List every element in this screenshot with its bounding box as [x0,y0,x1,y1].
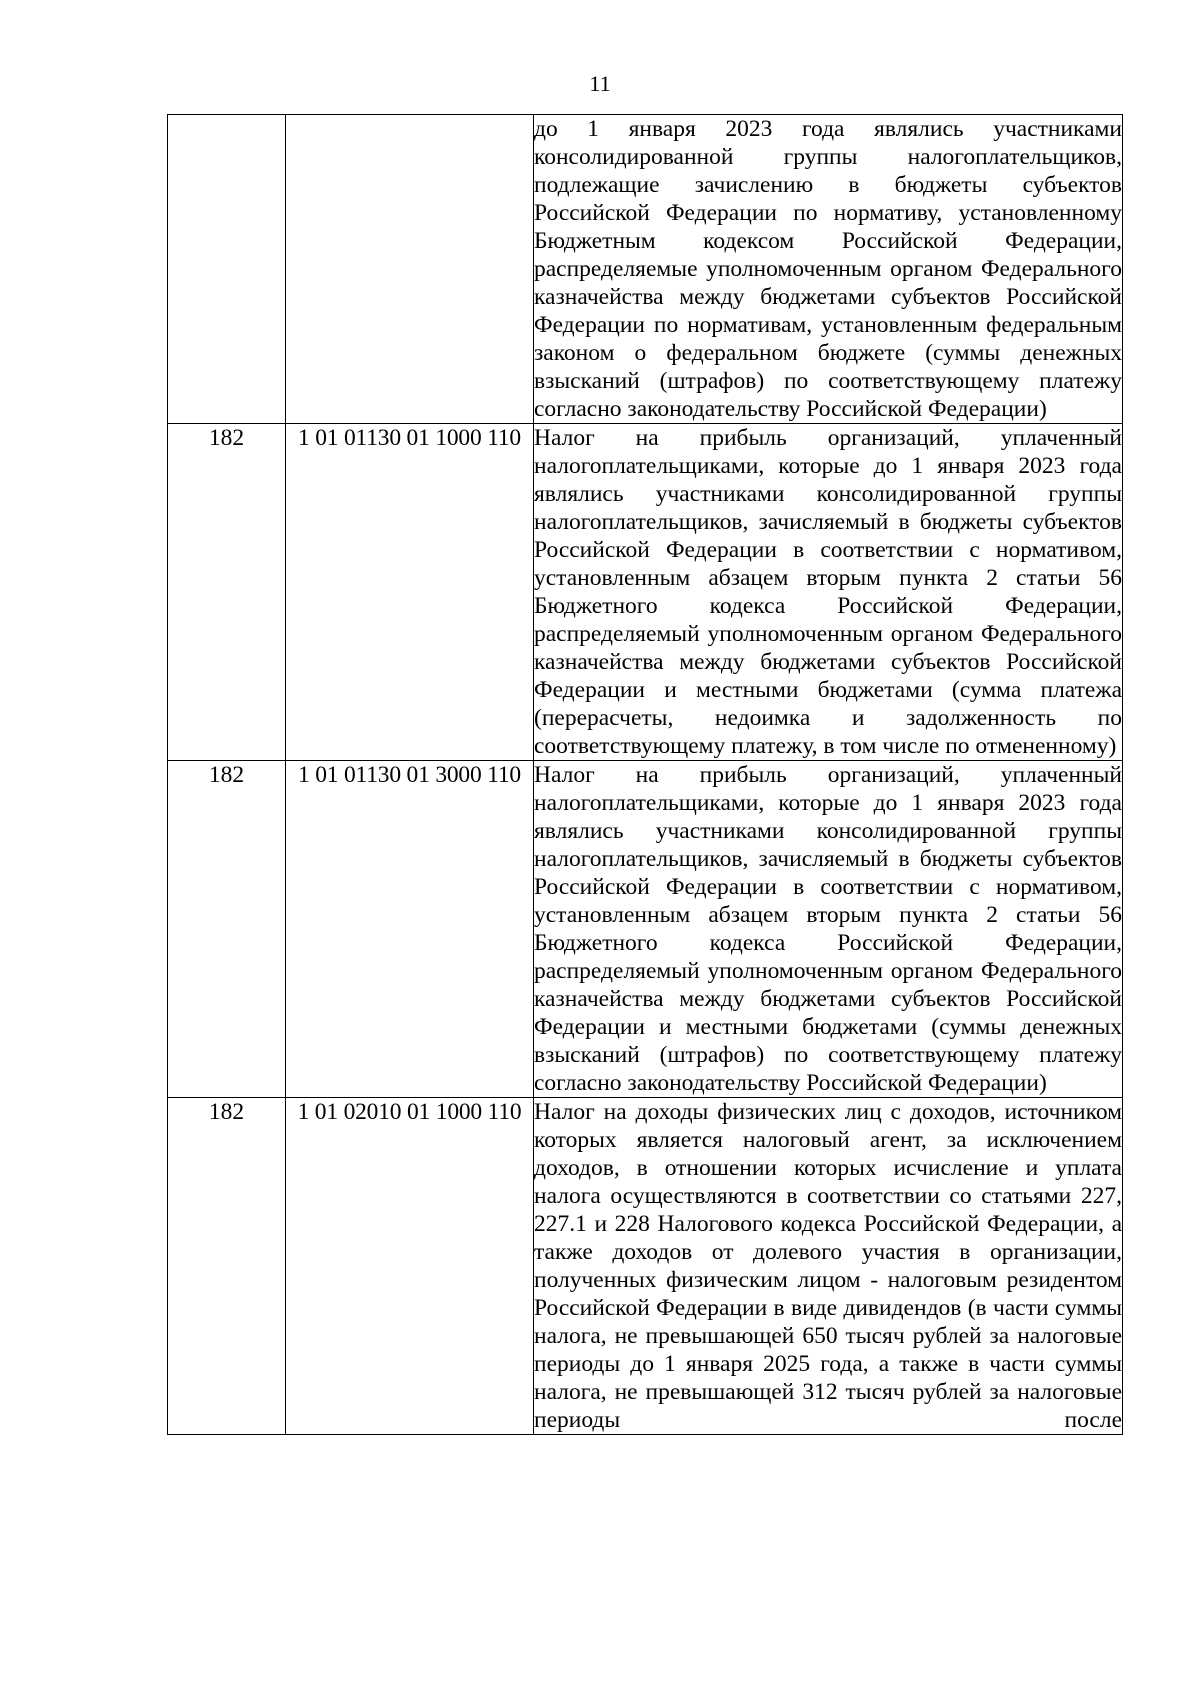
table-row [168,424,1123,761]
budget-codes-table [167,114,1123,1435]
income-description-cell: Налог на прибыль организаций, уплаченный налогоплательщиками, которые до 1 января 2023 года являлись участниками консолидированной группы налогоплательщиков, зачисляемый в бюджеты субъектов Российской Федерации в соответствии с нормативом, установленным абзацем вторым пункта 2 статьи 56 Бюджетного кодекса Российской Федерации, распределяемый уполномоченным органом Федерального казначейства между бюджетами субъектов Российской Федерации и местными бюджетами (суммы денежных взысканий (штрафов) по соответствующему платежу согласно законодательству Российской Федерации) [534,762,1122,1096]
table-row [168,1098,1123,1435]
admin-code-cell: 182 [168,424,286,761]
budget-classification-code-cell: 1 01 01130 01 1000 110 [286,424,534,761]
admin-code-cell [168,115,286,424]
page-number: 11 [589,71,611,96]
budget-classification-code-cell: 1 01 02010 01 1000 110 [286,1098,534,1435]
budget-classification-code-cell: 1 01 01130 01 3000 110 [286,761,534,1098]
table-row [168,115,1123,424]
income-description-cell: Налог на доходы физических лиц с доходов, источником которых является налоговый агент, за исключением доходов, в отношении которых исчисление и уплата налога осуществляются в соответствии со статьями 227, 227.1 и 228 Налогового кодекса Российской Федерации, а также доходов от долевого участия в организации, полученных физическим лицом - налоговым резидентом Российской Федерации в виде дивидендов (в части суммы налога, не превышающей 650 тысяч рублей за налоговые периоды до 1 января 2025 года, а также в части суммы налога, не превышающей 312 тысяч рублей за налоговые периоды после [534,1099,1122,1433]
admin-code-cell: 182 [168,1098,286,1435]
income-description-cell: до 1 января 2023 года являлись участниками консолидированной группы налогоплательщиков, подлежащие зачислению в бюджеты субъектов Российской Федерации по нормативу, установленному Бюджетным кодексом Российской Федерации, распределяемые уполномоченным органом Федерального казначейства между бюджетами субъектов Российской Федерации по нормативам, установленным федеральным законом о федеральном бюджете (суммы денежных взысканий (штрафов) по соответствующему платежу согласно законодательству Российской Федерации) [534,116,1122,422]
admin-code-cell: 182 [168,761,286,1098]
income-description-cell: Налог на прибыль организаций, уплаченный налогоплательщиками, которые до 1 января 2023 года являлись участниками консолидированной группы налогоплательщиков, зачисляемый в бюджеты субъектов Российской Федерации в соответствии с нормативом, установленным абзацем вторым пункта 2 статьи 56 Бюджетного кодекса Российской Федерации, распределяемый уполномоченным органом Федерального казначейства между бюджетами субъектов Российской Федерации и местными бюджетами (сумма платежа (перерасчеты, недоимка и задолженность по соответствующему платежу, в том числе по отмененному) [534,425,1122,759]
budget-classification-code-cell [286,115,534,424]
table-row [168,761,1123,1098]
